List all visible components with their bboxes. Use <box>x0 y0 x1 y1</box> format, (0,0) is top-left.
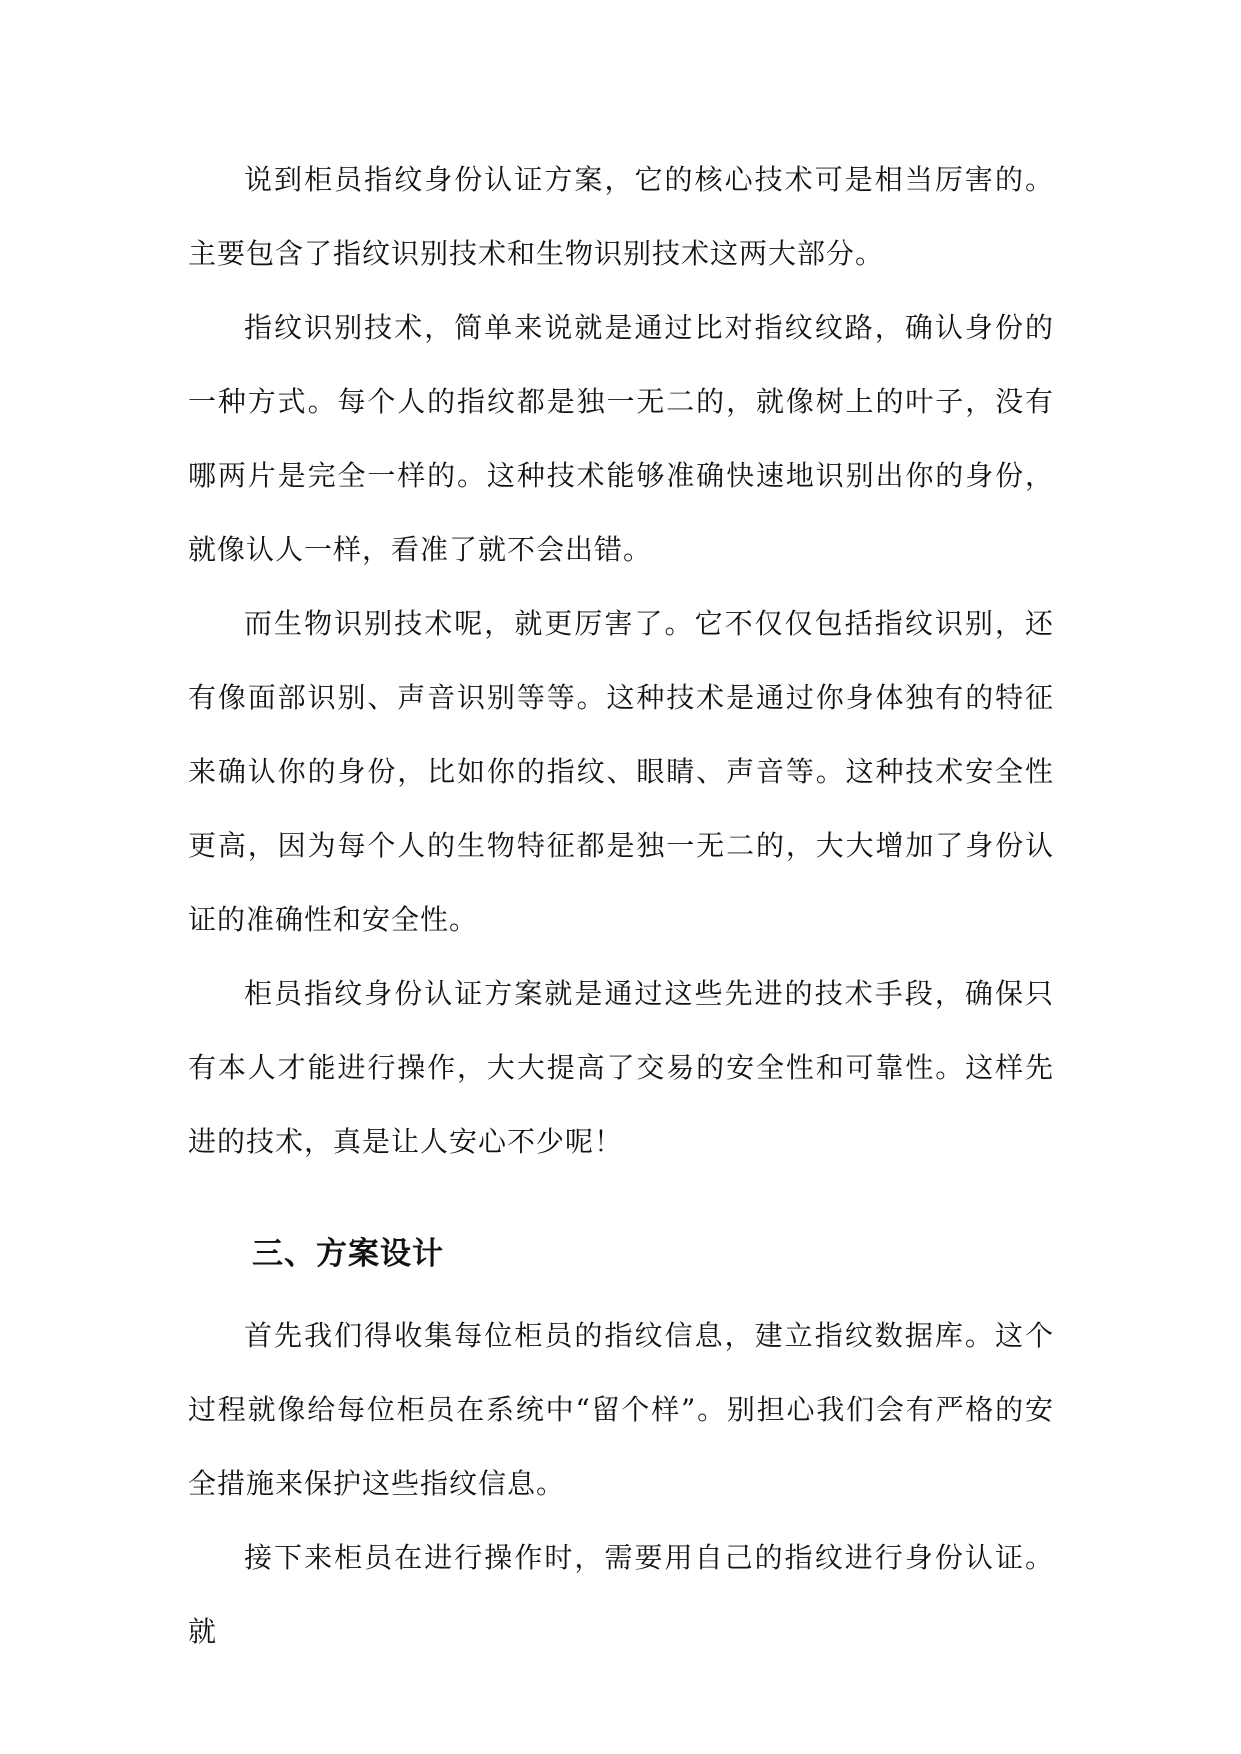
paragraph-fingerprint-recognition: 指纹识别技术，简单来说就是通过比对指纹纹路，确认身份的一种方式。每个人的指纹都是独一无二的，就像树上的叶子，没有哪两片是完全一样的。这种技术能够准确快速地识别出你的身份，就像认人一样，看准了就不会出错。 <box>188 311 1054 566</box>
paragraph-authentication-step: 接下来柜员在进行操作时，需要用自己的指纹进行身份认证。就 <box>188 1541 1054 1648</box>
paragraph-collect-fingerprints: 首先我们得收集每位柜员的指纹信息，建立指纹数据库。这个过程就像给每位柜员在系统中“留个样”。别担心我们会有严格的安全措施来保护这些指纹信息。 <box>188 1319 1054 1500</box>
paragraph-core-technology: 说到柜员指纹身份认证方案，它的核心技术可是相当厉害的。主要包含了指纹识别技术和生物识别技术这两大部分。 <box>188 163 1054 270</box>
paragraph-scheme-summary: 柜员指纹身份认证方案就是通过这些先进的技术手段，确保只有本人才能进行操作，大大提高了交易的安全性和可靠性。这样先进的技术，真是让人安心不少呢！ <box>188 977 1054 1158</box>
section-heading: 三、方案设计 <box>252 1236 444 1272</box>
paragraph-biometric-recognition: 而生物识别技术呢，就更厉害了。它不仅仅包括指纹识别，还有像面部识别、声音识别等等。这种技术是通过你身体独有的特征来确认你的身份，比如你的指纹、眼睛、声音等。这种技术安全性更高，因为每个人的生物特征都是独一无二的，大大增加了身份认证的准确性和安全性。 <box>188 607 1054 936</box>
document-body <box>188 143 1054 1669</box>
